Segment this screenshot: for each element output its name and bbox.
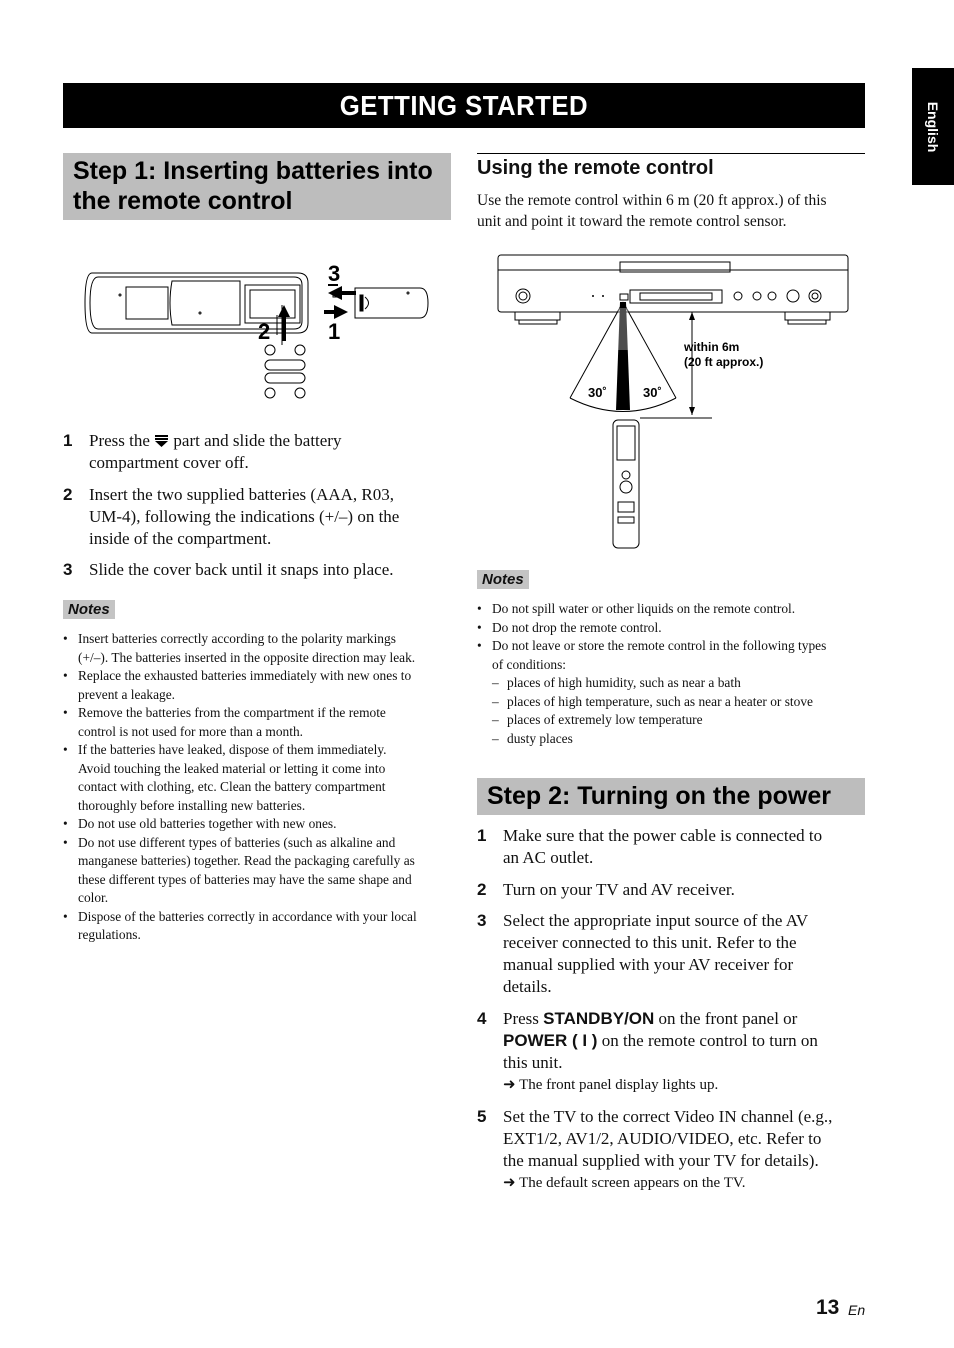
notes-label: Notes [477, 570, 529, 589]
page-number: 13 [816, 1296, 840, 1319]
press-mark-icon [154, 435, 169, 447]
step1-item-3 [63, 559, 453, 583]
list-item: – places of high temperature, such as near a heater or stove [477, 693, 869, 712]
distance-label-line1: within 6m [684, 340, 740, 354]
notes-label: Notes [63, 600, 115, 619]
section-rule [477, 153, 865, 154]
step1-item-1 [63, 430, 453, 478]
remote-heading: Using the remote control [477, 157, 714, 179]
step1-heading-line1: Step 1: Inserting batteries into [73, 157, 433, 185]
step-number: 3 [477, 911, 487, 930]
list-item: – dusty places [477, 730, 869, 749]
figure-label-3: 3 [328, 261, 341, 286]
angle-right-label: 30˚ [643, 385, 662, 400]
language-tab [912, 68, 954, 185]
step-number: 2 [477, 880, 487, 899]
list-item: • Do not spill water or other liquids on the remote control. [477, 600, 869, 619]
step-number: 3 [63, 560, 73, 579]
list-item: • Remove the batteries from the compartment if the remote control is not used for more than a month. [63, 704, 455, 741]
step-number: 4 [477, 1009, 487, 1028]
step2-item-2: 2 Turn on your TV and AV receiver. [477, 880, 735, 899]
step2-heading: Step 2: Turning on the power [477, 778, 865, 815]
list-item: • If the batteries have leaked, dispose of them immediately. Avoid touching the leaked material or letting it come into contact with clothing, etc. Clean the battery compartment thoroughly before installing new batteries. [63, 741, 455, 815]
step-text: Insert the two supplied batteries (AAA, R03, [89, 485, 394, 504]
result-arrow-icon: ➜ [503, 1077, 516, 1093]
step-text: Press the [89, 431, 150, 450]
remote-notes-list [477, 600, 869, 748]
battery-notes-list [63, 630, 455, 945]
distance-label-line2: (20 ft approx.) [684, 355, 764, 369]
page-language: En [848, 1302, 866, 1318]
list-item: • Do not leave or store the remote control in the following types of conditions: [477, 637, 869, 674]
list-item: • Dispose of the batteries correctly in accordance with your local regulations. [63, 908, 455, 945]
figure-label-1: 1 [328, 319, 341, 344]
battery-insertion-figure [80, 255, 440, 415]
remote-intro: Use the remote control within 6 m (20 ft approx.) of this unit and point it toward the remote control sensor. [477, 192, 827, 230]
power-key: POWER ( I ) [503, 1031, 598, 1050]
list-item: • Insert batteries correctly according to the polarity markings (+/–). The batteries inserted in the opposite direction may leak. [63, 630, 455, 667]
step-number: 1 [477, 826, 487, 845]
step-text: compartment cover off. [89, 453, 249, 472]
step2-item-4: 4 Press STANDBY/ON on the front panel or POWER ( I ) on the remote control to turn on this unit. ➜ The front panel display lights up. [477, 1009, 818, 1093]
step2-item-1: 1 Make sure that the power cable is connected to an AC outlet. [477, 826, 823, 867]
list-item: • Do not use old batteries together with new ones. [63, 815, 455, 834]
step-text: Slide the cover back until it snaps into place. [89, 560, 394, 579]
result-arrow-icon: ➜ [503, 1175, 516, 1191]
standby-on-key: STANDBY/ON [543, 1009, 655, 1028]
list-item: • Do not use different types of batteries (such as alkaline and manganese batteries) together. Read the packaging carefully as these different types of batteries may have the same shape and color. [63, 834, 455, 908]
step-text: inside of the compartment. [89, 529, 272, 548]
step2-item-3: 3 Select the appropriate input source of the AV receiver connected to this unit. Refer to the manual supplied with your AV receiver for details. [477, 911, 809, 996]
remote-range-figure [490, 250, 860, 555]
figure-label-2: 2 [258, 319, 271, 344]
list-item: • Do not drop the remote control. [477, 619, 869, 638]
step-text: part and slide the battery [173, 431, 342, 450]
angle-left-label: 30˚ [588, 385, 607, 400]
step1-item-2 [63, 484, 453, 554]
list-item: – places of high humidity, such as near a bath [477, 674, 869, 693]
step-text: UM-4), following the indications (+/–) on the [89, 507, 400, 526]
step2-item-5: 5 Set the TV to the correct Video IN channel (e.g., EXT1/2, AV1/2, AUDIO/VIDEO, etc. Refer to the manual supplied with your TV for details). ➜ The default screen appears on the TV. [477, 1107, 833, 1191]
language-tab-label: English [925, 101, 941, 152]
page-title-bar [63, 83, 865, 128]
list-item: – places of extremely low temperature [477, 711, 869, 730]
step-number: 5 [477, 1107, 487, 1126]
step-number: 1 [63, 431, 73, 450]
step-number: 2 [63, 485, 73, 504]
step1-heading-line2: the remote control [73, 187, 293, 215]
step1-heading [63, 153, 451, 220]
page-title: GETTING STARTED [339, 89, 589, 121]
list-item: • Replace the exhausted batteries immediately with new ones to prevent a leakage. [63, 667, 455, 704]
